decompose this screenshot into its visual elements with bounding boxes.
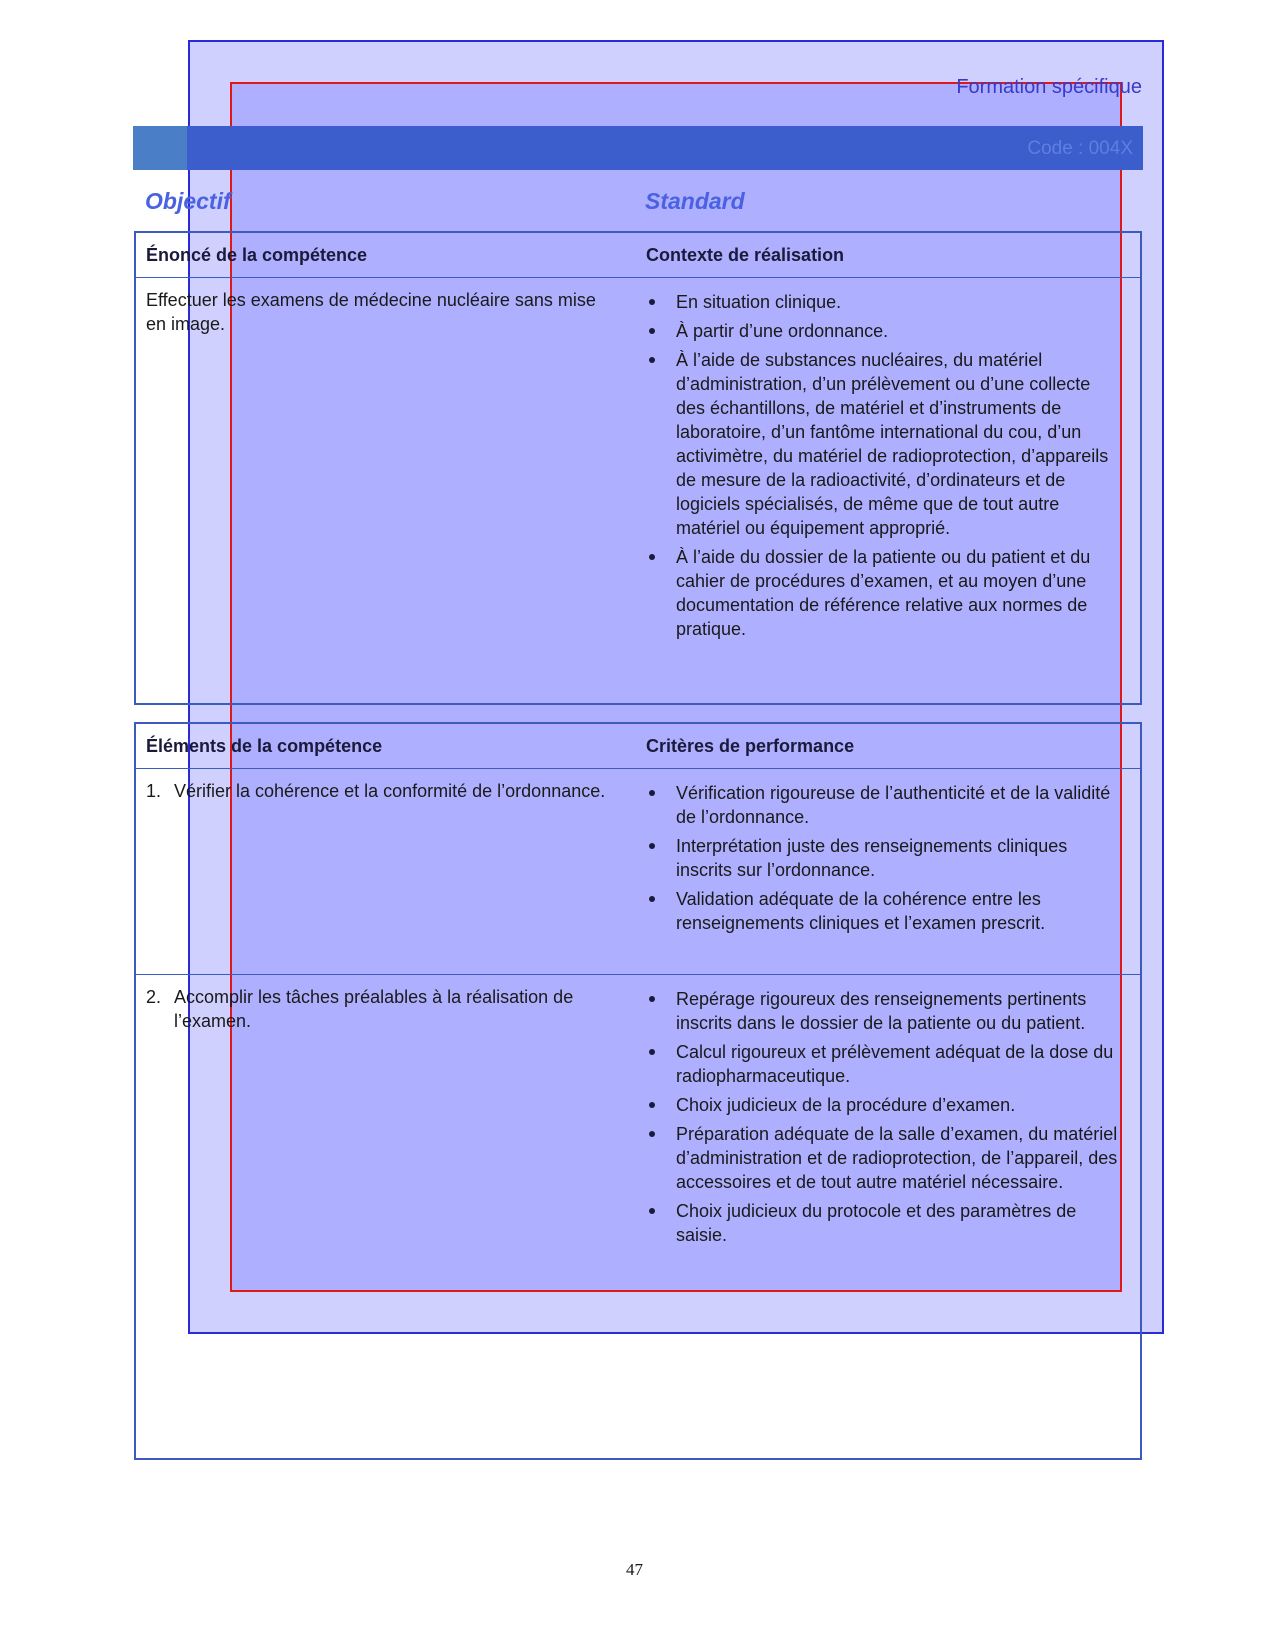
competence-box-header	[136, 233, 1140, 278]
bullet-icon	[649, 1049, 655, 1055]
list-item: Interprétation juste des renseignements cliniques inscrits sur l’ordonnance.	[646, 834, 1122, 882]
criteria-list	[646, 781, 1122, 940]
bullet-icon	[649, 328, 655, 334]
element-row	[136, 974, 1140, 1455]
competence-box	[134, 231, 1142, 705]
bullet-icon	[649, 790, 655, 796]
elements-box	[134, 722, 1142, 1460]
section-title: Formation spécifique	[956, 76, 1142, 98]
bullet-icon	[649, 1208, 655, 1214]
element-description: Accomplir les tâches préalables à la réalisation de l’examen.	[174, 987, 574, 1031]
page-number: 47	[626, 1560, 643, 1579]
element-text	[146, 985, 616, 1033]
element-number: 1.	[146, 781, 162, 801]
list-item: À l’aide de substances nucléaires, du matériel d’administration, d’un prélèvement ou d’une collecte des échantillons, de matériel et d’instruments de laboratoire, d’un fantôme international du cou, d’un activimètre, du matériel de radioprotection, d’appareils de mesure de la radioactivité, d’ordinateurs et de logiciels spécialisés, de même que de tout autre matériel ou équipement approprié.	[646, 348, 1122, 540]
bullet-icon	[649, 843, 655, 849]
element-description: Vérifier la cohérence et la conformité de l’ordonnance.	[174, 781, 606, 801]
criteria-list	[646, 987, 1122, 1252]
element-row	[136, 769, 1140, 974]
context-label: Contexte de réalisation	[646, 245, 845, 265]
objective-heading: Objectif	[145, 188, 231, 214]
bullet-icon	[649, 1102, 655, 1108]
competence-statement: Effectuer les examens de médecine nucléaire sans mise en image.	[146, 290, 596, 334]
standard-heading: Standard	[645, 188, 745, 214]
elements-box-header	[136, 724, 1140, 769]
list-item: Repérage rigoureux des renseignements pertinents inscrits dans le dossier de la patiente ou du patient.	[646, 987, 1122, 1035]
list-item: En situation clinique.	[646, 290, 1122, 314]
bullet-icon	[649, 299, 655, 305]
list-item: Choix judicieux de la procédure d’examen.	[646, 1093, 1122, 1117]
list-item: Calcul rigoureux et prélèvement adéquat de la dose du radiopharmaceutique.	[646, 1040, 1122, 1088]
list-item: Validation adéquate de la cohérence entre les renseignements cliniques et l’examen prescrit.	[646, 887, 1122, 935]
bullet-icon	[649, 896, 655, 902]
competence-statement-label: Énoncé de la compétence	[146, 245, 368, 265]
list-item: À l’aide du dossier de la patiente ou du patient et du cahier de procédures d’examen, et au moyen d’une documentation de référence relative aux normes de pratique.	[646, 545, 1122, 641]
course-code: Code : 004X	[1027, 138, 1133, 159]
code-bar	[133, 126, 1143, 170]
competence-row	[136, 278, 1140, 704]
element-number: 2.	[146, 987, 162, 1007]
bullet-icon	[649, 554, 655, 560]
bullet-icon	[649, 996, 655, 1002]
bullet-icon	[649, 1131, 655, 1137]
context-list	[646, 290, 1122, 646]
bullet-icon	[649, 357, 655, 363]
list-item: Préparation adéquate de la salle d’examen, du matériel d’administration et de radioprotection, de l’appareil, des accessoires et de tout autre matériel nécessaire.	[646, 1122, 1122, 1194]
list-item: Choix judicieux du protocole et des paramètres de saisie.	[646, 1199, 1122, 1247]
element-text	[146, 779, 616, 803]
elements-label: Éléments de la compétence	[146, 736, 383, 756]
list-item: À partir d’une ordonnance.	[646, 319, 1122, 343]
list-item: Vérification rigoureuse de l’authenticité et de la validité de l’ordonnance.	[646, 781, 1122, 829]
criteria-label: Critères de performance	[646, 736, 855, 756]
